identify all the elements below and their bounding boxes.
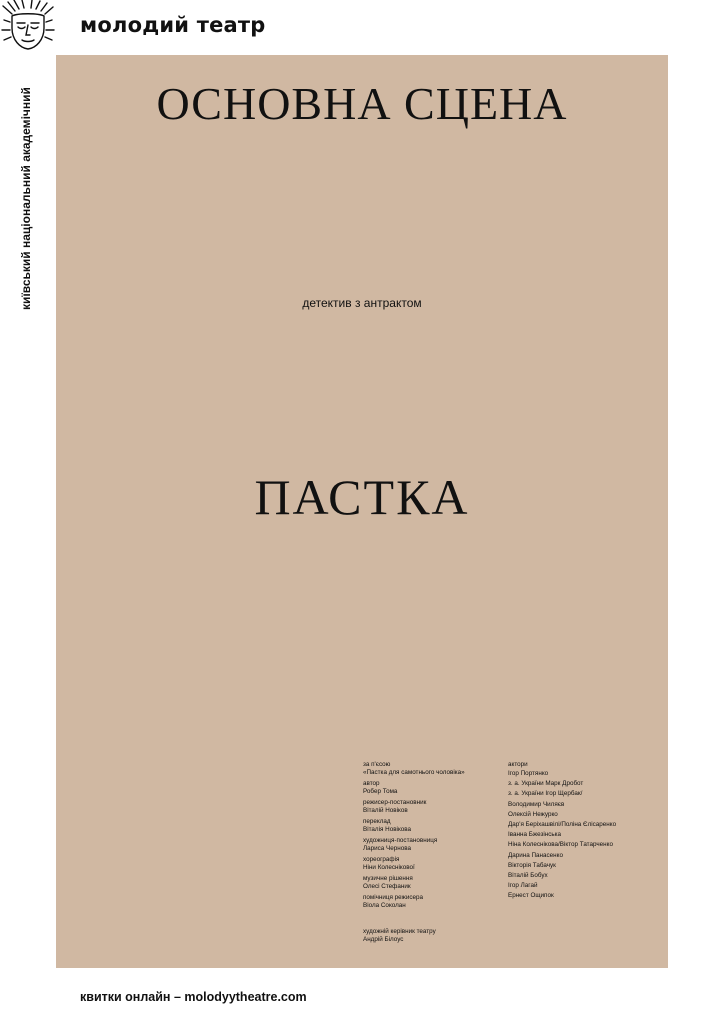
cast-member: Ніна Колеснікова/Віктор Татарченко — [508, 841, 613, 849]
credit-item — [363, 818, 513, 834]
cast-member: Ігор Портянко — [508, 770, 549, 777]
cast-member: Володимир Чиляєв — [508, 800, 565, 808]
play-title: ПАСТКА — [254, 469, 470, 525]
stage-title: ОСНОВНА СЦЕНА — [156, 78, 568, 129]
credit-role: режисер-постановник — [363, 799, 427, 806]
credit-item — [363, 894, 513, 910]
genre-label: детектив з антрактом — [302, 296, 422, 310]
credit-role: помічниця режисера — [363, 894, 423, 901]
credit-name: Віола Соколан — [363, 902, 406, 909]
tickets-online-link[interactable]: квитки онлайн – molodyytheatre.com — [80, 990, 307, 1004]
cast-member: Ернест Ощипок — [508, 892, 554, 900]
cast-member: з. а. України Марк Дробот — [508, 780, 584, 788]
cast-heading: актори — [508, 761, 528, 768]
cast-member: Вікторія Табачук — [508, 861, 556, 869]
artistic-director — [363, 928, 436, 944]
cast-member: Дар'я Беріхашвілі/Поліна Єлісаренко — [508, 821, 617, 829]
credit-name: «Пастка для самотнього чоловіка» — [363, 769, 465, 776]
cast-member: з. а. України Ігор Щербак/ — [508, 790, 583, 798]
cast-member: Іванна Бжезінська — [508, 831, 562, 839]
director-name: Андрій Білоус — [363, 936, 404, 943]
credit-item — [363, 837, 513, 853]
cast-list — [508, 761, 658, 902]
director-role: художній керівник театру — [363, 928, 436, 935]
credit-name: Лариса Чернова — [363, 845, 412, 852]
cast-member: Віталій Бобух — [508, 872, 548, 880]
side-vertical-text: київський національний академічний — [19, 87, 33, 310]
credit-item — [363, 780, 513, 796]
cast-member: Олексій Нежурко — [508, 810, 558, 818]
brand-name: молодий театр — [80, 13, 266, 37]
credit-role: переклад — [363, 818, 391, 825]
credit-role: за п'єсою — [363, 761, 391, 768]
credit-name: Віталія Новікова — [363, 826, 412, 833]
poster-panel — [56, 55, 668, 968]
credit-role: художниця-постановниця — [363, 837, 438, 844]
credit-role: автор — [363, 780, 380, 787]
credit-item — [363, 856, 513, 872]
cast-member: Ігор Лагай — [508, 882, 538, 890]
credit-item — [363, 875, 513, 891]
credit-role: хореографія — [363, 856, 400, 863]
credit-item — [363, 761, 513, 777]
credit-item — [363, 799, 513, 815]
theatre-logo-icon — [0, 0, 56, 52]
credit-name: Олесі Стефаник — [363, 883, 411, 890]
credit-name: Робер Тома — [363, 788, 398, 795]
credits-list — [363, 761, 513, 913]
credit-name: Віталій Новіков — [363, 807, 408, 814]
cast-member: Дарина Панасенко — [508, 851, 563, 859]
credit-role: музичне рішення — [363, 875, 413, 882]
credit-name: Ніни Колеснікової — [363, 864, 415, 871]
